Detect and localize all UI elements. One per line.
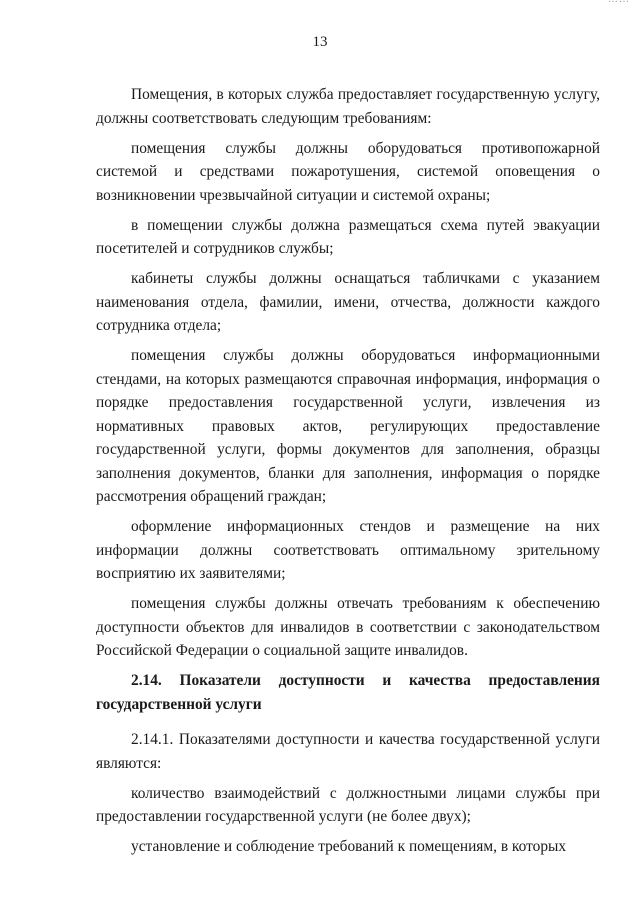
paragraph-indicators: 2.14.1. Показателями доступности и качества государственной услуги являются:: [96, 731, 600, 772]
section-heading: 2.14. Показатели доступности и качества предоставления государственной услуги: [96, 672, 600, 713]
paragraph-premises-requirements: установление и соблюдение требований к помещениям, в которых: [131, 838, 567, 855]
page-number: 13: [312, 34, 328, 50]
corner-mark: [608, 0, 630, 5]
paragraph-evacuation-scheme: в помещении службы должна размещаться схема путей эвакуации посетителей и сотрудников службы;: [96, 216, 600, 257]
paragraph-interactions-count: количество взаимодействий с должностными лицами службы при предоставлении государственной услуги (не более двух);: [96, 784, 600, 825]
paragraph-door-plates: кабинеты службы должны оснащаться табличками с указанием наименования отдела, фамилии, имени, отчества, должности каждого сотрудника отдела;: [96, 270, 600, 334]
page-body: [96, 83, 600, 859]
paragraph-intro: Помещения, в которых служба предоставляет государственную услугу, должны соответствовать следующим требованиям:: [96, 86, 600, 127]
paragraph-fire-safety: помещения службы должны оборудоваться противопожарной системой и средствами пожаротушения, системой оповещения о возникновении чрезвычайной ситуации и системой охраны;: [96, 139, 600, 204]
paragraph-accessibility: помещения службы должны отвечать требованиям к обеспечению доступности объектов для инвалидов в соответствии с законодательством Российской Федерации о социальной защите инвалидов.: [96, 595, 600, 659]
paragraph-info-stands: помещения службы должны оборудоваться информационными стендами, на которых размещаются справочная информация, информация о порядке предоставления государственной услуги, извлечения из нормативных правовых актов, регулирующих предоставление государственной услуги, формы документов для заполнения, образцы заполнения документов, бланки для заполнения, информация о порядке рассмотрения обращений граждан;: [96, 347, 600, 505]
paragraph-stand-design: оформление информационных стендов и размещение на них информации должны соответствовать оптимальному зрительному восприятию их заявителями;: [96, 518, 600, 582]
